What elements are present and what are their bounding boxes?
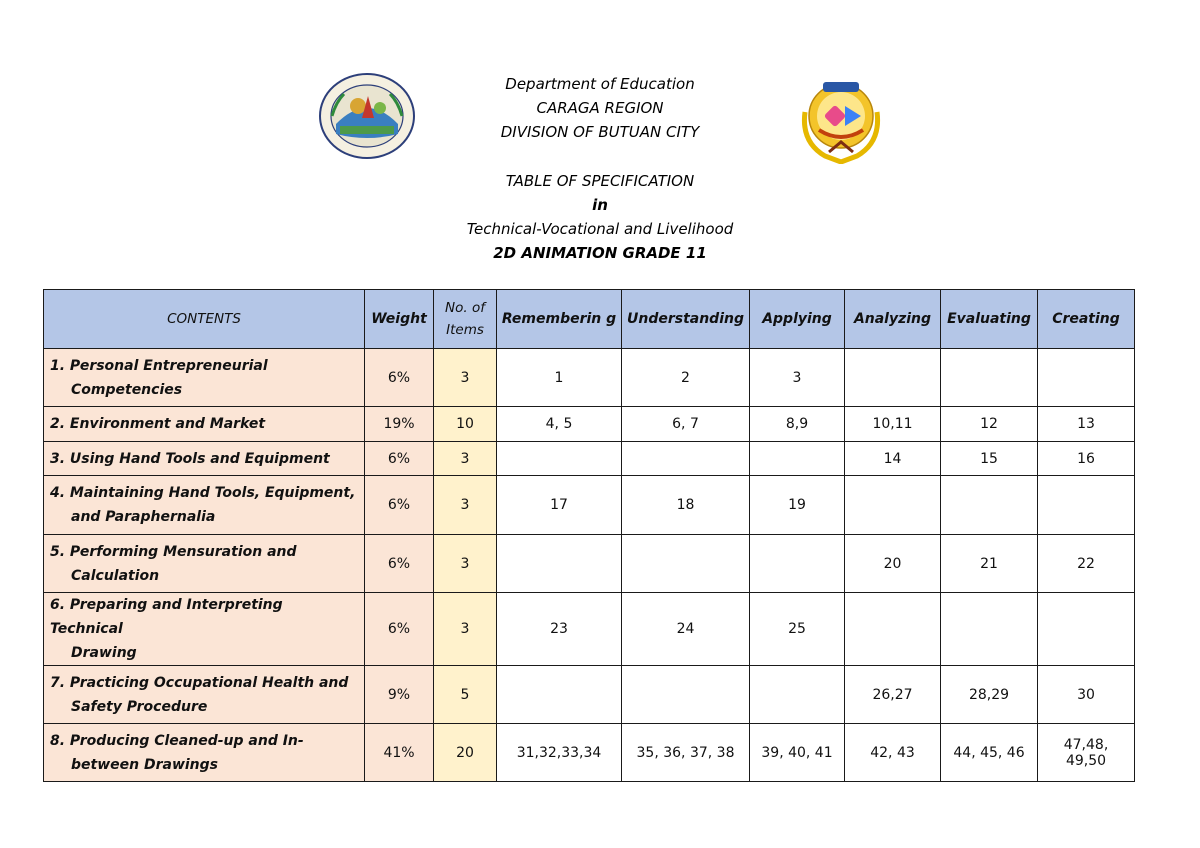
table-row	[44, 593, 1135, 666]
applying-cell	[750, 666, 845, 724]
header-contents: CONTENTS	[44, 290, 365, 349]
table-row	[44, 442, 1135, 476]
understanding-cell	[622, 535, 750, 593]
analyzing-cell: 26,27	[845, 666, 941, 724]
remembering-cell: 31,32,33,34	[497, 724, 622, 782]
table-row	[44, 476, 1135, 535]
items-cell: 5	[434, 666, 497, 724]
header-applying: Applying	[750, 290, 845, 349]
header-creating: Creating	[1038, 290, 1135, 349]
creating-cell	[1038, 349, 1135, 407]
weight-cell: 6%	[365, 535, 434, 593]
remembering-cell	[497, 666, 622, 724]
evaluating-cell: 12	[941, 407, 1038, 442]
header-items: No. of Items	[434, 290, 497, 349]
content-cell: 8. Producing Cleaned-up and In- between Drawings	[44, 724, 365, 782]
analyzing-cell	[845, 593, 941, 666]
creating-cell	[1038, 476, 1135, 535]
understanding-cell	[622, 442, 750, 476]
weight-cell: 9%	[365, 666, 434, 724]
evaluating-cell: 15	[941, 442, 1038, 476]
remembering-cell	[497, 535, 622, 593]
header-remembering: Rememberin g	[497, 290, 622, 349]
content-cell: 1. Personal Entrepreneurial Competencies	[44, 349, 365, 407]
analyzing-cell	[845, 476, 941, 535]
evaluating-cell	[941, 593, 1038, 666]
header-department: Department of Education	[505, 75, 695, 93]
analyzing-cell: 10,11	[845, 407, 941, 442]
remembering-cell: 4, 5	[497, 407, 622, 442]
content-cell: 7. Practicing Occupational Health and Safety Procedure	[44, 666, 365, 724]
creating-cell: 16	[1038, 442, 1135, 476]
header-region: CARAGA REGION	[536, 99, 664, 117]
header-analyzing: Analyzing	[845, 290, 941, 349]
evaluating-cell	[941, 349, 1038, 407]
remembering-cell	[497, 442, 622, 476]
understanding-cell: 35, 36, 37, 38	[622, 724, 750, 782]
content-cell: 2. Environment and Market	[44, 407, 365, 442]
items-cell: 3	[434, 442, 497, 476]
applying-cell: 19	[750, 476, 845, 535]
creating-cell: 13	[1038, 407, 1135, 442]
applying-cell: 3	[750, 349, 845, 407]
applying-cell: 8,9	[750, 407, 845, 442]
table-row	[44, 666, 1135, 724]
remembering-cell: 17	[497, 476, 622, 535]
content-cell: 6. Preparing and Interpreting Technical Drawing	[44, 593, 365, 666]
table-row	[44, 535, 1135, 593]
evaluating-cell: 28,29	[941, 666, 1038, 724]
content-cell: 5. Performing Mensuration and Calculation	[44, 535, 365, 593]
remembering-cell: 1	[497, 349, 622, 407]
weight-cell: 6%	[365, 442, 434, 476]
items-cell: 3	[434, 535, 497, 593]
document-header	[0, 72, 1200, 265]
table-row	[44, 407, 1135, 442]
creating-cell: 47,48, 49,50	[1038, 724, 1135, 782]
items-cell: 3	[434, 593, 497, 666]
weight-cell: 41%	[365, 724, 434, 782]
weight-cell: 6%	[365, 476, 434, 535]
table-header-row	[44, 290, 1135, 349]
specification-table	[43, 289, 1135, 782]
header-division: DIVISION OF BUTUAN CITY	[500, 123, 700, 141]
applying-cell: 39, 40, 41	[750, 724, 845, 782]
table-row	[44, 724, 1135, 782]
weight-cell: 6%	[365, 349, 434, 407]
understanding-cell: 6, 7	[622, 407, 750, 442]
creating-cell: 30	[1038, 666, 1135, 724]
header-understanding: Understanding	[622, 290, 750, 349]
applying-cell: 25	[750, 593, 845, 666]
understanding-cell: 2	[622, 349, 750, 407]
evaluating-cell: 21	[941, 535, 1038, 593]
applying-cell	[750, 442, 845, 476]
content-cell: 4. Maintaining Hand Tools, Equipment, and Paraphernalia	[44, 476, 365, 535]
weight-cell: 19%	[365, 407, 434, 442]
understanding-cell: 18	[622, 476, 750, 535]
content-cell: 3. Using Hand Tools and Equipment	[44, 442, 365, 476]
analyzing-cell: 42, 43	[845, 724, 941, 782]
header-weight: Weight	[365, 290, 434, 349]
header-course: 2D ANIMATION GRADE 11	[493, 244, 707, 262]
creating-cell: 22	[1038, 535, 1135, 593]
items-cell: 10	[434, 407, 497, 442]
items-cell: 3	[434, 349, 497, 407]
weight-cell: 6%	[365, 593, 434, 666]
analyzing-cell	[845, 349, 941, 407]
items-cell: 3	[434, 476, 497, 535]
remembering-cell: 23	[497, 593, 622, 666]
evaluating-cell: 44, 45, 46	[941, 724, 1038, 782]
understanding-cell: 24	[622, 593, 750, 666]
items-cell: 20	[434, 724, 497, 782]
analyzing-cell: 14	[845, 442, 941, 476]
understanding-cell	[622, 666, 750, 724]
table-row	[44, 349, 1135, 407]
header-subject: Technical-Vocational and Livelihood	[466, 220, 734, 238]
header-in: in	[592, 196, 608, 214]
analyzing-cell: 20	[845, 535, 941, 593]
header-title: TABLE OF SPECIFICATION	[505, 172, 695, 190]
applying-cell	[750, 535, 845, 593]
header-evaluating: Evaluating	[941, 290, 1038, 349]
evaluating-cell	[941, 476, 1038, 535]
creating-cell	[1038, 593, 1135, 666]
